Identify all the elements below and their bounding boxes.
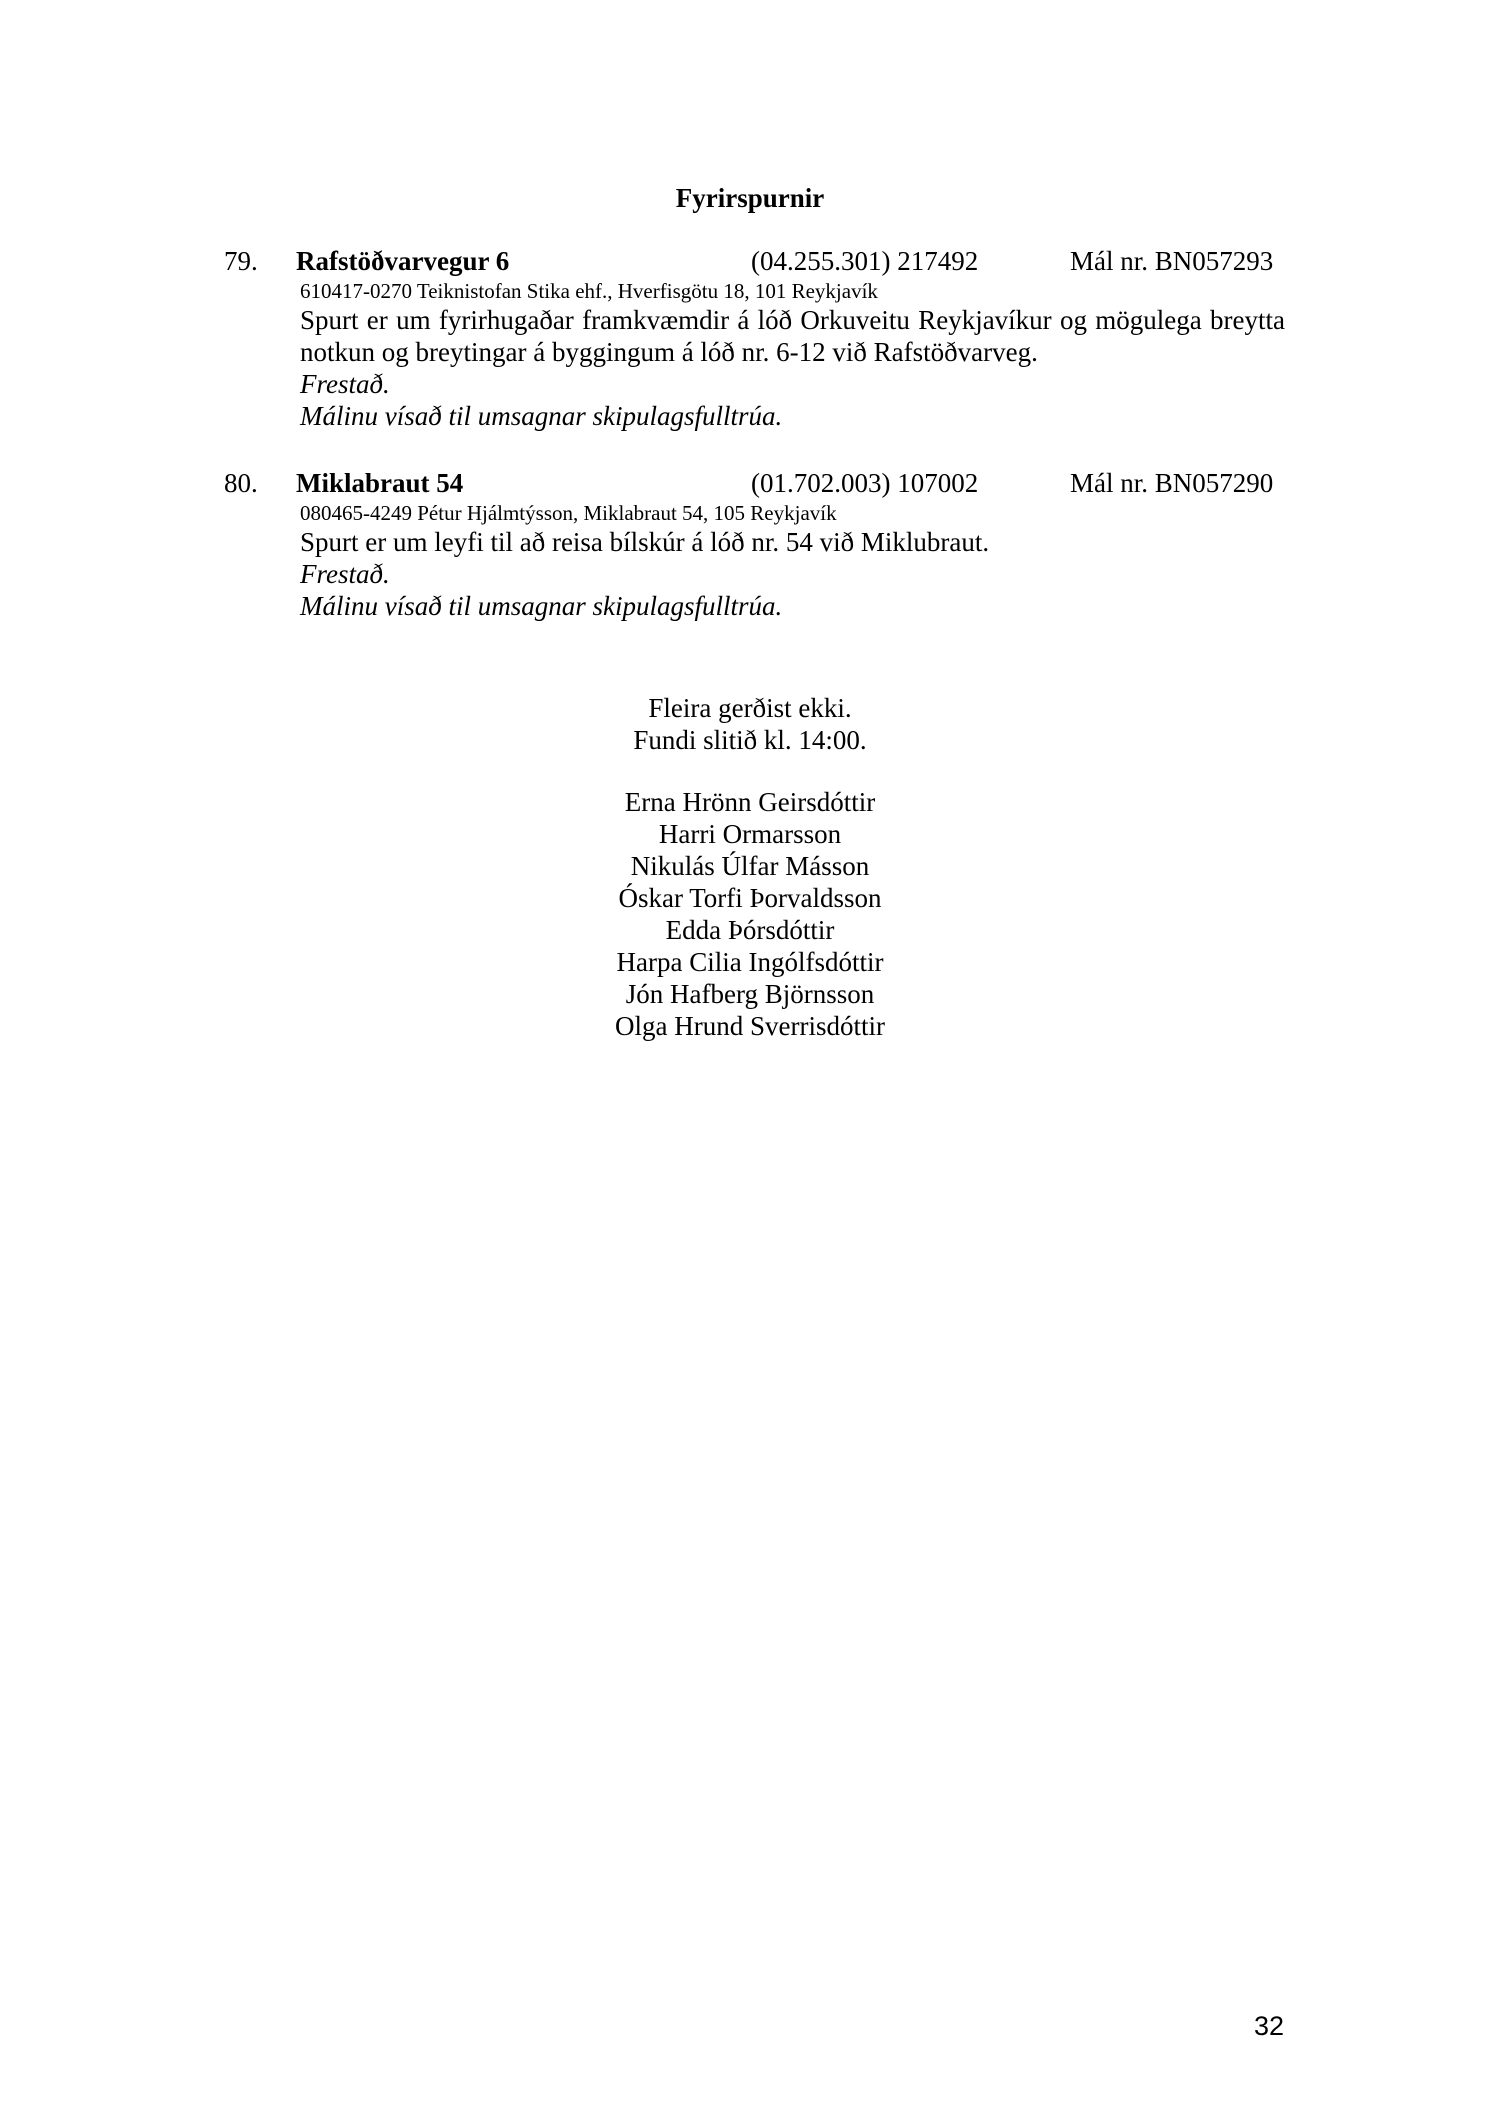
attendee-name: Jón Hafberg Björnsson [625,979,875,1009]
section-heading: Fyrirspurnir [675,183,825,213]
case-address: Rafstöðvarvegur 6 [296,246,510,276]
case-description: Spurt er um leyfi til að reisa bílskúr á lóð nr. 54 við Miklubraut. [300,527,990,557]
closing-line: Fundi slitið kl. 14:00. [633,725,867,755]
case-decision: Frestað. [300,369,390,399]
case-header [0,466,1500,500]
case-body [300,500,1285,622]
case-land-id: (01.702.003) 107002 [751,468,979,498]
attendee-name: Harri Ormarsson [658,819,842,849]
case-number: 79. [224,246,258,276]
case-applicant: 080465-4249 Pétur Hjálmtýsson, Miklabraut 54, 105 Reykjavík [300,501,837,525]
case-reference: Mál nr. BN057290 [1070,468,1274,498]
attendee-name: Óskar Torfi Þorvaldsson [618,883,882,913]
case-entry [0,466,1500,622]
attendee-name: Erna Hrönn Geirsdóttir [624,787,876,817]
closing-line: Fleira gerðist ekki. [648,693,852,723]
meeting-closing [0,692,1500,756]
case-reference: Mál nr. BN057293 [1070,246,1274,276]
attendee-list [0,786,1500,1042]
case-header [0,244,1500,278]
attendee-name: Olga Hrund Sverrisdóttir [615,1011,885,1041]
case-body [300,278,1285,432]
case-number: 80. [224,468,258,498]
attendee-name: Harpa Cilia Ingólfsdóttir [616,947,884,977]
case-referral: Málinu vísað til umsagnar skipulagsfulltrúa. [300,401,783,431]
case-applicant: 610417-0270 Teiknistofan Stika ehf., Hverfisgötu 18, 101 Reykjavík [300,279,878,303]
case-description: Spurt er um fyrirhugaðar framkvæmdir á lóð Orkuveitu Reykjavíkur og mögulega breytta notkun og breytingar á byggingum á lóð nr. 6-12 við Rafstöðvarveg. [300,305,1285,367]
case-decision: Frestað. [300,559,390,589]
case-address: Miklabraut 54 [296,468,464,498]
case-referral: Málinu vísað til umsagnar skipulagsfulltrúa. [300,591,783,621]
case-land-id: (04.255.301) 217492 [751,246,979,276]
case-entry [0,244,1500,432]
attendee-name: Edda Þórsdóttir [665,915,835,945]
attendee-name: Nikulás Úlfar Másson [630,851,870,881]
page-number: 32 [1253,2011,1284,2041]
